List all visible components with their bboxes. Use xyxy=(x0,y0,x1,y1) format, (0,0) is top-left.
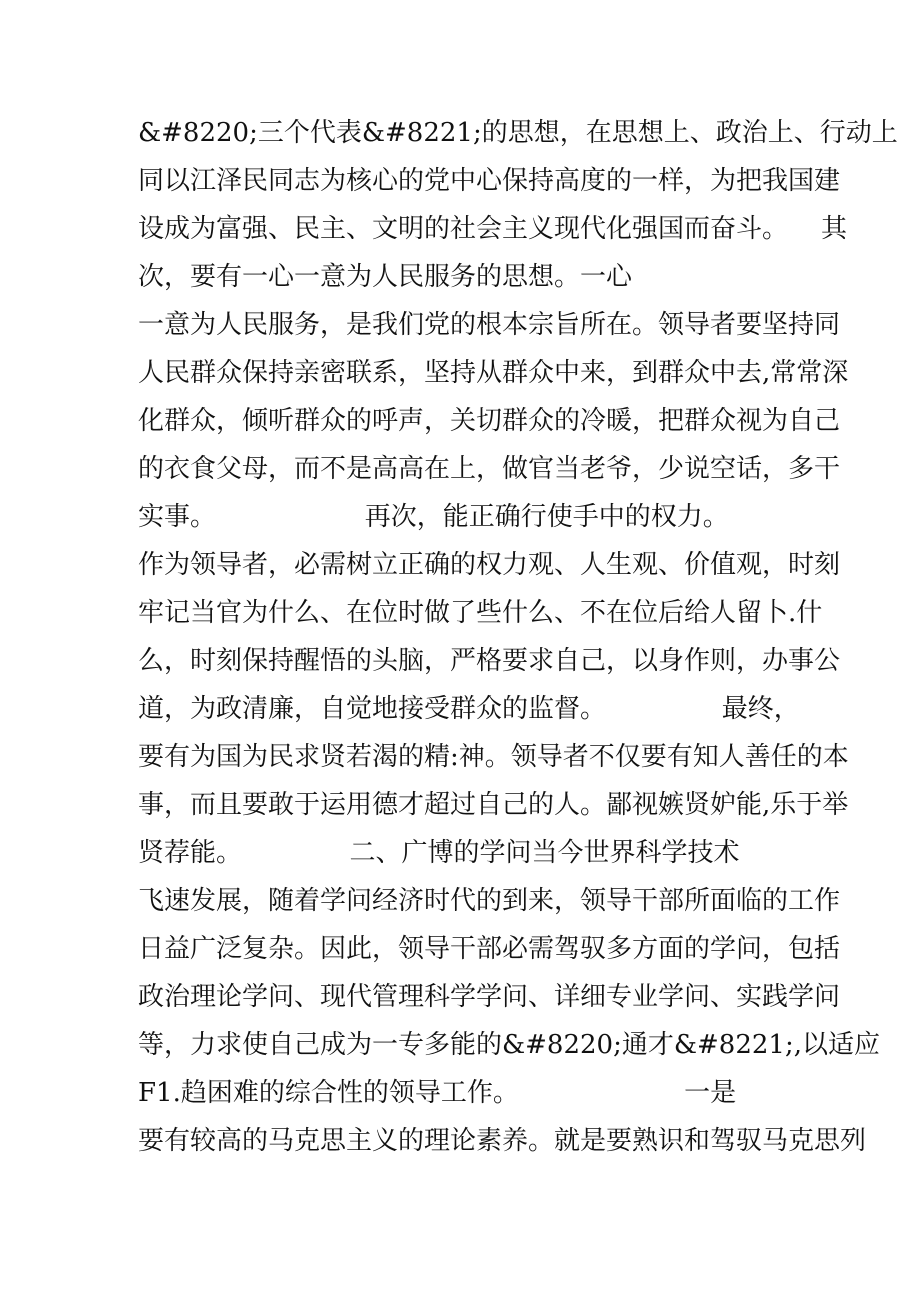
text-line: 政治理论学问、现代管理科学学问、详细专业学问、实践学问 xyxy=(138,982,841,1012)
text-line: 化群众，倾听群众的呼声，关切群众的冷暖，把群众视为自己 xyxy=(138,406,841,436)
text-line: F1.趋困难的综合性的领导工作。 一是 xyxy=(138,1078,737,1108)
text-line: 人民群众保持亲密联系，坚持从群众中来，到群众中去,常常深 xyxy=(138,358,849,388)
text-line: 次，要有一心一意为人民服务的思想。一心 xyxy=(138,262,633,292)
text-line: 要有为国为民求贤若渴的精:神。领导者不仅要有知人善任的本 xyxy=(138,742,849,772)
text-line: 飞速发展，随着学问经济时代的到来，领导干部所面临的工作 xyxy=(138,886,841,916)
text-line: 设成为富强、民主、文明的社会主义现代化强国而奋斗。 其 xyxy=(138,214,848,244)
text-line: 贤荐能。 二、广博的学问当今世界科学技术 xyxy=(138,838,740,868)
text-line: 同以江泽民同志为核心的党中心保持高度的一样，为把我国建 xyxy=(138,166,841,196)
text-line: 牢记当官为什么、在位时做了些什么、不在位后给人留卜.什 xyxy=(138,598,823,628)
text-line: 一意为人民服务，是我们党的根本宗旨所在。领导者要坚持同 xyxy=(138,310,841,340)
body-text xyxy=(138,109,898,1165)
text-line: 等，力求使自己成为一专多能的&#8220;通才&#8221;,以适应 xyxy=(138,1030,880,1060)
text-line: 实事。 再次，能正确行使手中的权力。 xyxy=(138,502,729,532)
text-line: 日益广泛复杂。因此，领导干部必需驾驭多方面的学问，包括 xyxy=(138,934,841,964)
text-line: 的衣食父母，而不是高高在上，做官当老爷，少说空话，多干 xyxy=(138,454,841,484)
text-line: 么，时刻保持醒悟的头脑，严格要求自己，以身作则，办事公 xyxy=(138,646,841,676)
text-line: 作为领导者，必需树立正确的权力观、人生观、价值观，时刻 xyxy=(138,550,841,580)
text-line: 要有较高的马克思主义的理论素养。就是要熟识和驾驭马克思列 xyxy=(138,1126,867,1156)
text-line: 道，为政清廉，自觉地接受群众的监督。 最终， xyxy=(138,694,800,724)
text-line: 事，而且要敢于运用德才超过自己的人。鄙视嫉贤妒能,乐于举 xyxy=(138,790,849,820)
text-line: &#8220;三个代表&#8221;的思想，在思想上、政治上、行动上 xyxy=(138,118,898,148)
